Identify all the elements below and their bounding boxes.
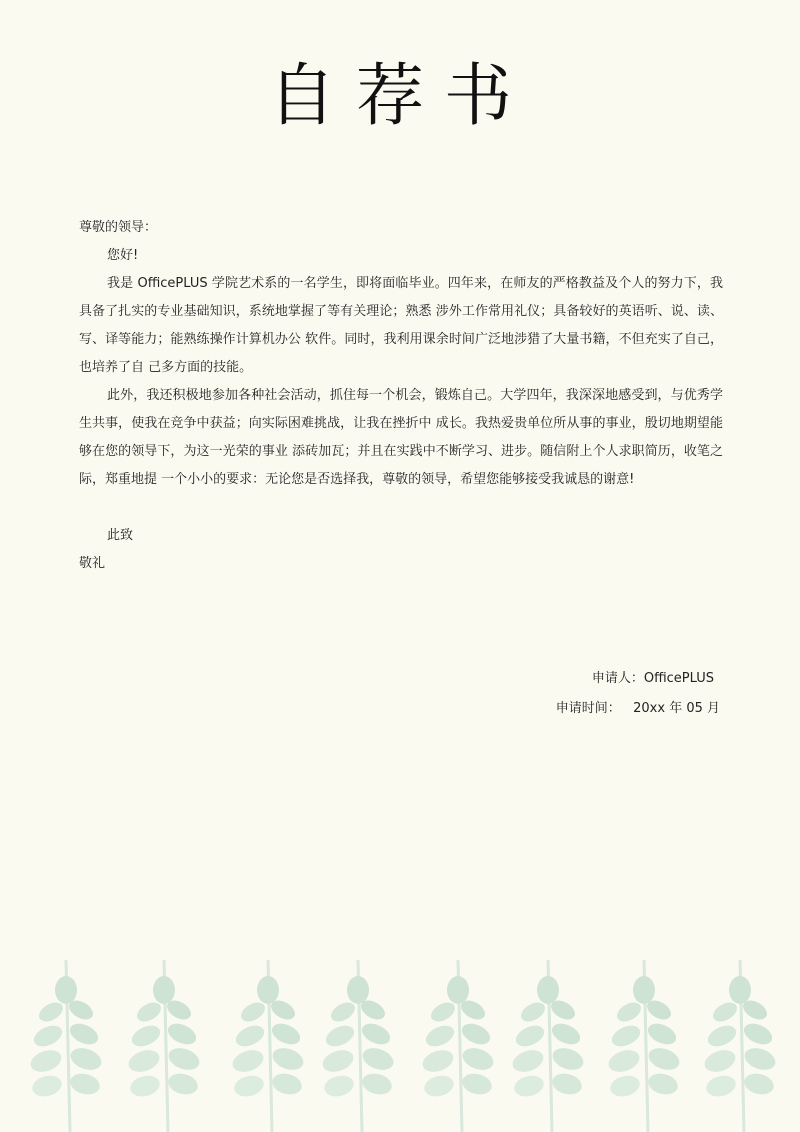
letter-body xyxy=(79,214,723,578)
greeting: 您好! xyxy=(107,248,139,263)
application-date: 申请时间： 20xx 年 05 月 xyxy=(555,701,720,716)
page-title: 自荐书 xyxy=(267,57,532,136)
leaf-decoration xyxy=(0,960,800,1132)
spacer xyxy=(79,494,723,522)
applicant-signature: 申请人：OfficePLUS xyxy=(591,671,714,686)
closing-salute: 此致 xyxy=(107,528,134,543)
paragraph-1: 我是 OfficePLUS 学院艺术系的一名学生，即将面临毕业。四年来，在师友的严格教益及个人的努力下，我具备了扎实的专业基础知识，系统地掌握了等有关理论；熟悉 涉外工作常用礼仪；具备较好的英语听、说、读、写、译等能力；能熟练操作计算机办公 软件。同时，我利用课余时间广泛地涉猎了大量书籍，不但充实了自己，也培养了自 己多方面的技能。 xyxy=(79,276,723,375)
salutation: 尊敬的领导： xyxy=(79,220,158,235)
paragraph-2: 此外，我还积极地参加各种社会活动，抓住每一个机会，锻炼自己。大学四年，我深深地感受到，与优秀学生共事，使我在竞争中获益；向实际困难挑战，让我在挫折中 成长。我热爱贵单位所从事的事业，殷切地期望能够在您的领导下，为这一光荣的事业 添砖加瓦；并且在实践中不断学习、进步。随信附上个人求职简历，收笔之际，郑重地提 一个小小的要求：无论您是否选择我，尊敬的领导，希望您能够接受我诚恳的谢意! xyxy=(79,388,723,487)
closing-regards: 敬礼 xyxy=(79,556,106,571)
